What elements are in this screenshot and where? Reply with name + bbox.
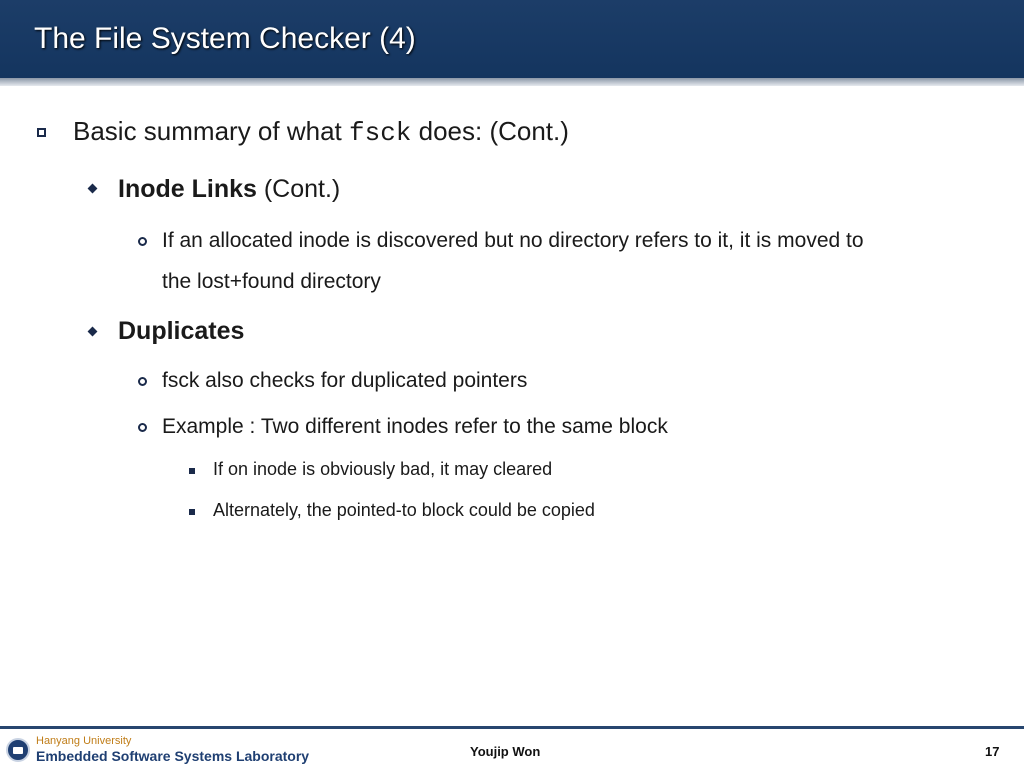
ring-bullet-icon (138, 377, 147, 386)
university-name: Hanyang University (36, 735, 132, 747)
example-text: Example : Two different inodes refer to the same block (162, 415, 668, 438)
bullet-inode-links (118, 175, 340, 204)
title-bar-shadow (0, 78, 1024, 86)
inode-links-suffix: (Cont.) (256, 175, 341, 203)
alternately-text: Alternately, the pointed-to block could be copied (213, 500, 595, 520)
bullet-obviously-bad (213, 459, 552, 480)
bullet-allocated-inode-line1 (162, 229, 864, 253)
university-seal-icon (6, 738, 30, 762)
diamond-bullet-icon (88, 327, 98, 337)
inode-links-heading: Inode Links (118, 175, 257, 203)
duplicates-heading: Duplicates (118, 317, 245, 345)
lab-name: Embedded Software Systems Laboratory (36, 748, 310, 764)
fsck-code: fsck (348, 118, 412, 148)
square-filled-bullet-icon (189, 509, 195, 515)
footer-divider (0, 726, 1024, 729)
ring-bullet-icon (138, 423, 147, 432)
bullet-basic-summary (73, 116, 569, 148)
page-number: 17 (985, 744, 1000, 759)
bullet-fsck-duplicates (162, 369, 527, 393)
bullet-allocated-inode-line2 (162, 270, 381, 294)
square-bullet-icon (37, 128, 46, 137)
bullet-example (162, 415, 668, 439)
summary-text-before: Basic summary of what (73, 116, 349, 146)
allocated-inode-text-1: If an allocated inode is discovered but no directory refers to it, it is moved to (162, 229, 864, 252)
summary-text-after: does: (Cont.) (411, 116, 569, 146)
bullet-alternately (213, 500, 595, 521)
diamond-bullet-icon (88, 184, 98, 194)
ring-bullet-icon (138, 237, 147, 246)
slide-title: The File System Checker (4) (34, 22, 416, 55)
bullet-duplicates (118, 317, 244, 346)
square-filled-bullet-icon (189, 468, 195, 474)
author-name: Youjip Won (470, 744, 541, 759)
obviously-bad-text: If on inode is obviously bad, it may cleared (213, 459, 553, 479)
fsck-duplicates-text: fsck also checks for duplicated pointers (162, 369, 528, 392)
allocated-inode-text-2: the lost+found directory (162, 270, 381, 293)
